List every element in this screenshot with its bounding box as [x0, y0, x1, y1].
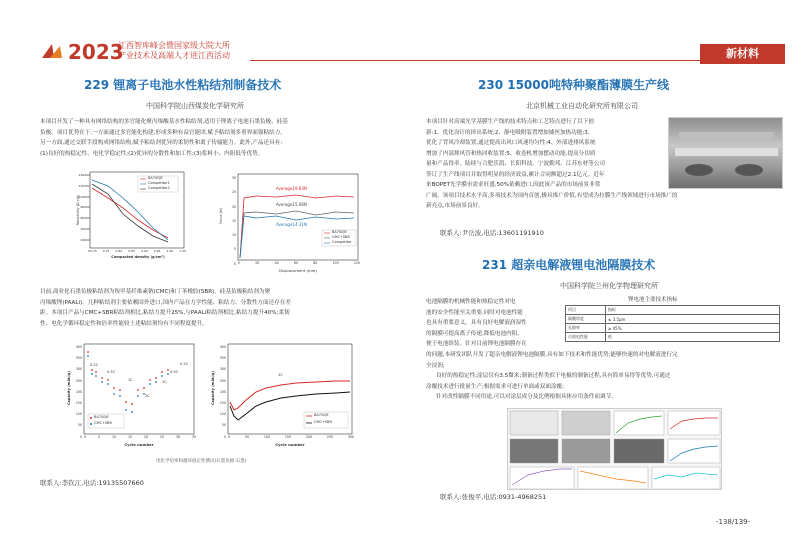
y-tick: 50: [77, 423, 82, 428]
legend-item: CMC+SBR: [332, 235, 350, 239]
article-229-title: 229 锂离子电池水性粘结剂制备技术: [84, 78, 282, 92]
article-231-para-full: [426, 350, 776, 403]
x-axis-label: Displacement (mm): [279, 268, 317, 273]
separator-figure-grid: [507, 408, 722, 490]
logo-icon: [42, 42, 64, 60]
page-header: [0, 0, 804, 70]
event-subtitle: [118, 41, 248, 61]
x-tick: 0.95: [153, 249, 161, 253]
x-tick: 1.00: [166, 249, 174, 253]
table-row: [566, 333, 780, 342]
text-line: 的问题,本研发团队开发了超亲电解液锂电池隔膜,具有如下技术和性能优势:能够快速的对电解液进行完: [426, 352, 678, 358]
x-tick: 0.75: [102, 249, 110, 253]
y-tick: 350: [75, 356, 82, 361]
legend-item: Competitor1: [148, 181, 170, 185]
table-cell: ≥ 45%: [606, 324, 780, 333]
article-230-title: 230 15000吨特种聚酯薄膜生产线: [478, 78, 669, 92]
table-cell: ≤ 3.5μm: [606, 315, 780, 324]
y-tick: 0: [233, 261, 236, 266]
x-tick-labels: [84, 435, 196, 439]
chart-annotation: Average19.83N: [276, 186, 307, 191]
x-axis-label: Cycle number: [275, 442, 305, 447]
chart-legend: [332, 230, 352, 245]
text-line: 电池隔膜的机械性能和热稳定性对电: [426, 299, 516, 305]
spec-table: [565, 305, 780, 342]
text-line: 的隔膜可提高离子传递,降低电池内阻,: [426, 330, 520, 337]
text-line: 全浸润;: [426, 362, 445, 369]
x-tick-labels: [238, 261, 360, 265]
y-axis-label: Capacity (mAh/g): [67, 370, 71, 406]
y-tick: 300: [75, 367, 82, 372]
article-230-contact: 联系人:尹岳波,电话:13601191910: [440, 229, 544, 237]
text-line: 针对改性隔膜不同用途,可以对涂层成分及比例根据具体应用条件而调节。: [436, 394, 617, 400]
page-number: -138/139-: [716, 518, 751, 526]
text-line: 本项目开发了一种具有网络结构的多官能化聚丙烯酸基水性粘结剂,适用于锂离子电池石墨负极、硅基: [40, 119, 288, 125]
x-axis-label: Cycle number: [124, 442, 154, 447]
x-tick: 5: [97, 435, 100, 439]
y-tick: 200: [75, 389, 82, 394]
legend-item: Competitor2: [148, 186, 170, 190]
y-tick: 0: [79, 434, 82, 439]
article-229-para1: [40, 117, 385, 159]
x-tick: 40: [274, 261, 279, 265]
x-tick: 15: [127, 435, 132, 439]
legend-item: BA700JE: [94, 415, 109, 419]
chart-annotation: Average14.31N: [276, 222, 307, 227]
y-tick: 120000: [78, 183, 90, 188]
table-cell: 孔隙率: [566, 324, 606, 333]
x-tick: 20: [255, 261, 260, 265]
text-line: 便于电池组装。针对目前锂电池隔膜存在: [426, 341, 527, 347]
x-tick: 25: [159, 435, 164, 439]
x-tick-labels: [90, 249, 186, 253]
table-row: [566, 306, 780, 315]
x-tick: 30: [175, 435, 180, 439]
y-tick: 150: [219, 401, 226, 406]
x-tick: 60: [293, 261, 298, 265]
x-tick: 35: [191, 435, 196, 439]
y-tick: 10: [231, 233, 236, 238]
legend-item: BA700JE: [332, 230, 347, 234]
text-line: 另一方面,通过交联手段构成网络结构,赋予粘结剂优异的柔韧性和离子传输能力。此外,产品还具有:: [40, 140, 283, 146]
y-tick: 20: [231, 204, 236, 209]
chart-legend: [148, 176, 170, 191]
article-231-title: 231 超亲电解液锂电池隔膜技术: [482, 258, 656, 272]
legend-item: BA700JE: [148, 176, 163, 180]
cycling-stability-chart: [206, 340, 356, 452]
x-tick: 10: [111, 435, 116, 439]
x-tick: 200: [305, 435, 312, 439]
article-229-contact: 联系人:李钦江,电话:19135507660: [40, 479, 144, 487]
text-line: 签订了生产线项目并取得明显的经济效益,累计合同额超过2.1亿元。近年: [426, 171, 605, 178]
x-tick: 0: [84, 435, 87, 439]
article-230-org: 北京机械工业自动化研究所有限公司: [526, 102, 638, 110]
text-line: (1)良好的热稳定性、电化学稳定性;(2)优异的分散性和加工性;(3)浆料小、内阻低等优势。: [40, 150, 264, 157]
table-row: [566, 324, 780, 333]
text-line: 广阔。该项目技术水平高,多项技术为国内首创,极具推广价值,有望成为拉膜生产线领域进行市场推广的: [426, 192, 678, 199]
rate-label: 1C: [278, 372, 284, 377]
text-line: 本项目针对高端光学基膜生产线的技术特点和工艺特点进行了以下创: [426, 119, 594, 125]
table-cell: 低: [606, 333, 780, 342]
text-line: 良好的热稳定性;涂层仅有3.5微米;制备过程类似于电极的制备过程,具有简单易得等优势,可通过: [436, 373, 671, 379]
legend-item: BA700JE: [314, 413, 329, 417]
text-line: 涂覆技术进行批量生产;根据需求可进行单面或双面涂覆;: [426, 383, 565, 390]
text-line: 新亮点,市场前景良好。: [426, 203, 484, 209]
x-axis-label: Compacted density (g/cm³): [111, 255, 165, 259]
y-tick: 100000: [78, 194, 90, 199]
text-line: 负极。项目优势在于,一方面通过多官能化构建,形成多种有益官能团,赋予粘结剂多重界面强粘结力。: [40, 129, 286, 136]
event-year: 2023: [68, 40, 124, 64]
table-cell: 自放电性能: [566, 333, 606, 342]
spec-table-title: 锂电池主要技术指标: [628, 297, 678, 303]
y-tick: 140000: [78, 173, 90, 177]
text-line: 增加了内部排风管和热回收装置;5、收卷机增加摆动功能,提高分切质: [426, 150, 596, 157]
article-229-org: 中国科学院山西煤炭化学研究所: [146, 102, 244, 110]
y-tick: 400: [75, 345, 82, 349]
text-line: 优化了背风冷却装置,通过提高出风口风速均匀性;4、外部进排风系统: [426, 140, 596, 146]
text-line: 新:1、优化设计的挤出系统;2、静电吸附装置增加铺丝加热功能;3、: [426, 129, 594, 136]
legend-item: Competitor: [332, 240, 352, 244]
x-tick: 300: [347, 435, 354, 439]
production-line-photo: [668, 117, 783, 189]
y-tick: 400: [219, 345, 226, 349]
y-axis-label: Capacity (mAh/g): [211, 370, 215, 406]
y-tick: 300: [219, 367, 226, 372]
x-tick: 0.85: [128, 249, 135, 253]
article-229-para2: [40, 287, 385, 329]
x-tick: 150: [284, 435, 291, 439]
y-tick: 80000: [80, 205, 90, 210]
y-tick: 350: [219, 356, 226, 361]
table-cell: 隔膜厚度: [566, 315, 606, 324]
text-line: 也具有重要意义。具有良好电解液润湿性: [426, 320, 527, 326]
y-tick: 60000: [80, 216, 90, 221]
x-tick-labels: [228, 435, 354, 439]
text-line: 量和产品得率。陆续与合肥乐凯、长阳科技、宁波勤邦、江苏东材等公司: [426, 161, 606, 167]
x-tick: 100: [332, 261, 339, 265]
y-tick: 25: [231, 190, 236, 195]
text-line: 丙烯酸锂(PAALi)。几种粘结剂主要依赖国外进口,国内产品在力学性能、粘结力、分散性方面还存在差: [40, 299, 291, 306]
x-tick: 0.80: [115, 249, 123, 253]
legend-item: CMC+SBR: [314, 420, 332, 424]
legend-item: CMC+SBR: [94, 421, 112, 425]
text-line: 距。本项目产品与CMC+SBR粘结剂相比,粘结力提升25%,与PAALi粘结剂相比,粘结力提升40%;柔韧: [40, 310, 290, 316]
y-tick: 5: [233, 247, 236, 252]
rate-capability-chart: [62, 340, 198, 452]
rate-label: 0.5C: [107, 370, 116, 374]
x-tick: 20: [143, 435, 148, 439]
x-tick: 1.05: [179, 249, 186, 253]
y-axis-label: Force (N): [219, 208, 223, 224]
rate-label: 0.5C: [170, 370, 179, 374]
y-tick: 0: [223, 434, 226, 439]
x-tick: 250: [326, 435, 333, 439]
y-tick: 150: [75, 401, 82, 406]
x-tick: 0.70: [90, 249, 97, 253]
y-tick: 0: [88, 248, 90, 253]
section-tag: 新材料: [700, 44, 785, 64]
y-tick: 15: [231, 218, 236, 223]
y-tick: 40000: [80, 226, 90, 231]
x-tick: 0: [228, 435, 231, 439]
x-tick: 50: [244, 435, 249, 439]
y-tick: 100: [219, 412, 226, 417]
table-cell: 项目: [566, 306, 606, 315]
y-tick: 50: [221, 423, 226, 428]
table-cell: 指标: [606, 306, 780, 315]
chart-legend: [94, 414, 112, 426]
y-tick: 30: [231, 176, 236, 180]
y-tick: 250: [219, 378, 226, 383]
y-tick: 100: [75, 412, 82, 417]
rate-label: 0.2C: [180, 362, 189, 366]
table-row: [566, 315, 780, 324]
rate-label: 1C: [128, 378, 133, 382]
article-231-contact: 联系人:张俊平,电话:0931-4968251: [440, 493, 547, 501]
article-231-org: 中国科学院兰州化学物理研究所: [560, 282, 658, 290]
event-subtitle-line2: 产业技术及高端人才进江西活动: [118, 51, 230, 60]
header-divider: [250, 60, 700, 61]
x-tick: 100: [263, 435, 270, 439]
x-tick: 0.90: [141, 249, 148, 253]
chart-legend: [314, 412, 332, 426]
x-tick: 80: [313, 261, 318, 265]
text-line: 目前,商业化石墨负极粘结剂为羧甲基纤维素钠(CMC)和丁苯橡胶(SBR)。硅基负极粘结剂为聚: [40, 289, 271, 295]
x-tick: 120: [353, 261, 360, 265]
y-tick-labels: [206, 342, 226, 443]
event-subtitle-line1: 江西智库峰会暨国家级大院大所: [118, 41, 230, 50]
rate-label: 0.2C: [90, 363, 99, 367]
text-line: 来BOPET光学膜市需求旺盛,50%依赖进口,因此该产品的市场前景非常: [426, 182, 601, 188]
y-tick-labels: [62, 342, 82, 443]
y-tick: 250: [75, 378, 82, 383]
peel-force-chart: [216, 168, 362, 276]
figure-caption: 电化学倍率和循环稳定性测试(石墨负极:石墨): [156, 459, 247, 464]
rate-label: 2C: [145, 394, 150, 398]
rate-label: 1C: [162, 380, 167, 384]
y-tick: 200: [219, 389, 226, 394]
chart-annotation: Average15.06N: [276, 202, 307, 207]
text-line: 池的安全性能至关重要,同时对电池性能: [426, 309, 523, 316]
y-axis-label: Resistivity (Ω cm): [76, 194, 80, 226]
y-tick: 20000: [80, 237, 90, 242]
text-line: 性、电化学循环稳定性和倍率性能较上述粘结剂均有不同程度提升。: [40, 320, 208, 327]
resistivity-chart: [68, 168, 188, 262]
x-tick: 0: [238, 261, 241, 265]
